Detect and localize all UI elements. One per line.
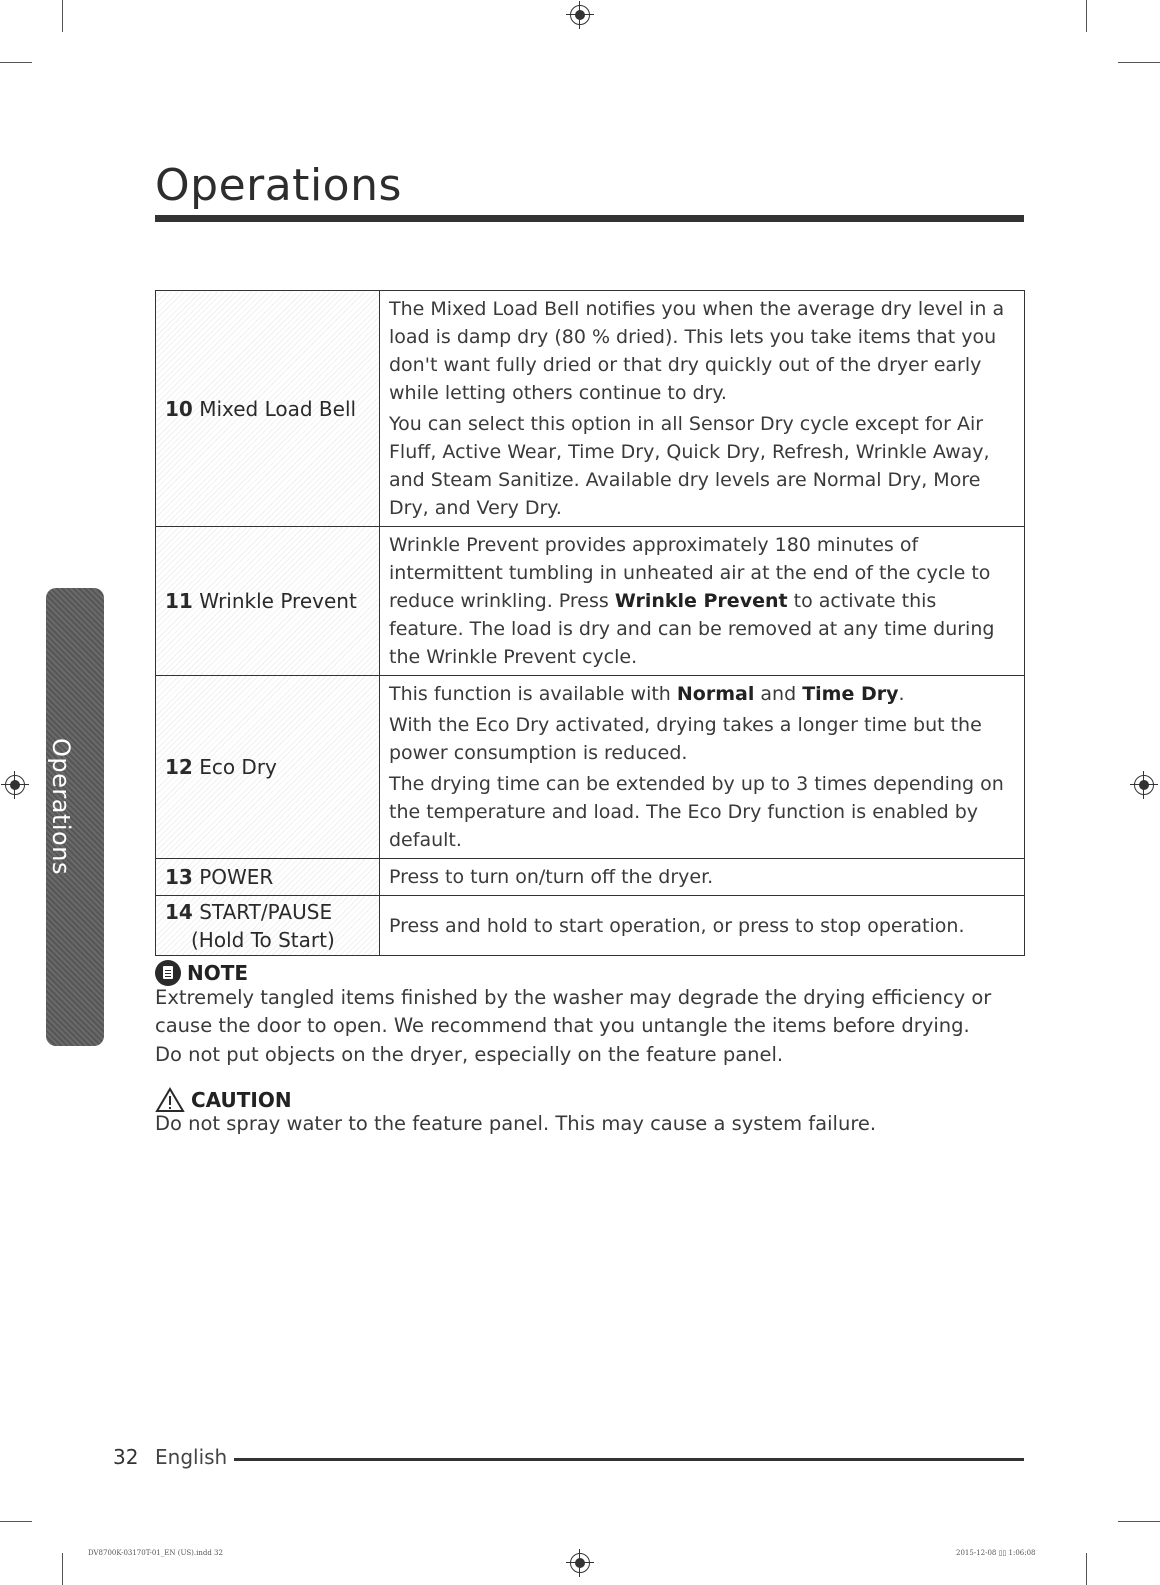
side-tab-label: Operations — [47, 738, 75, 875]
feature-name: Mixed Load Bell — [199, 396, 357, 421]
feature-description-cell — [380, 896, 1025, 956]
footer-language: English — [155, 1445, 228, 1469]
feature-description-cell — [380, 291, 1025, 527]
feature-description: The drying time can be extended by up to 3 times depending on the temperature and load. The Eco Dry function is enabled by default. — [389, 773, 1004, 851]
note-heading — [155, 960, 248, 986]
feature-name-cell — [156, 859, 380, 896]
crop-mark — [62, 1553, 63, 1585]
caution-text: Do not spray water to the feature panel. This may cause a system failure. — [155, 1112, 877, 1135]
crop-mark — [62, 0, 63, 32]
page-title: Operations — [155, 160, 402, 211]
feature-description: Press and hold to start operation, or press to stop operation. — [389, 914, 965, 937]
feature-number: 12 — [165, 755, 193, 779]
feature-description-cell — [380, 859, 1025, 896]
cycle-reference: Time Dry — [802, 683, 899, 705]
description-text: to activate this feature. The load is dry and can be removed at any time during the Wrinkle Prevent cycle. — [389, 590, 995, 668]
feature-description-cell — [380, 527, 1025, 676]
note-icon — [155, 960, 181, 986]
note-text: Extremely tangled items finished by the washer may degrade the drying efficiency or cause the door to open. We recommend that you untangle the items before drying. — [155, 986, 992, 1037]
feature-name: START/PAUSE — [199, 899, 333, 924]
feature-description-cell — [380, 676, 1025, 859]
crop-mark — [1086, 1553, 1087, 1585]
table-row — [156, 896, 1025, 956]
registration-mark-icon — [570, 5, 590, 25]
print-slug-date: 2015-12-08 ▯▯ 1:06:08 — [956, 1549, 1036, 1557]
crop-mark — [1086, 0, 1087, 32]
feature-description — [389, 680, 1014, 708]
description-text: Wrinkle Prevent provides approximately 180 minutes of intermittent tumbling in unheated air at the end of the cycle to reduce wrinkling. Press — [389, 534, 991, 612]
feature-name-cell — [156, 527, 380, 676]
feature-name-subtitle: (Hold To Start) — [191, 927, 335, 952]
feature-description: You can select this option in all Sensor Dry cycle except for Air Fluff, Active Wear, Time Dry, Quick Dry, Refresh, Wrinkle Away, and Steam Sanitize. Available dry levels are Normal Dry, More Dry, and Very Dry. — [389, 413, 990, 519]
note-text: Do not put objects on the dryer, especially on the feature panel. — [155, 1043, 784, 1066]
feature-number: 14 — [165, 899, 193, 924]
feature-name: POWER — [199, 865, 274, 889]
table-row — [156, 676, 1025, 859]
feature-description — [389, 531, 1014, 671]
registration-mark-icon — [570, 1553, 590, 1573]
feature-number: 11 — [165, 589, 193, 613]
feature-name: Eco Dry — [199, 755, 277, 779]
crop-mark — [1118, 62, 1160, 63]
page-number: 32 — [113, 1445, 139, 1469]
registration-mark-icon — [5, 775, 25, 795]
feature-description: The Mixed Load Bell notifies you when the average dry level in a load is damp dry (80 % dried). This lets you take items that you don't want fully dried or that dry quickly out of the dryer early while letting others continue to dry. — [389, 298, 1005, 404]
side-tab — [46, 588, 104, 1046]
feature-name: Wrinkle Prevent — [199, 589, 357, 613]
feature-number: 10 — [165, 396, 193, 421]
feature-name-cell — [156, 291, 380, 527]
table-row — [156, 527, 1025, 676]
note-label: NOTE — [187, 961, 249, 985]
registration-mark-icon — [1134, 775, 1154, 795]
description-text: . — [898, 683, 905, 705]
title-rule — [155, 215, 1024, 222]
feature-name-cell — [156, 896, 380, 956]
button-reference: Wrinkle Prevent — [614, 590, 788, 612]
table-row — [156, 859, 1025, 896]
description-text: and — [754, 683, 803, 705]
feature-description: With the Eco Dry activated, drying takes a longer time but the power consumption is reduced. — [389, 714, 982, 764]
crop-mark — [0, 1521, 32, 1522]
caution-label: CAUTION — [191, 1088, 292, 1112]
crop-mark — [1118, 1521, 1160, 1522]
feature-number: 13 — [165, 865, 193, 889]
table-row — [156, 291, 1025, 527]
footer-rule — [234, 1458, 1024, 1461]
feature-description: Press to turn on/turn off the dryer. — [389, 866, 714, 888]
feature-name-cell — [156, 676, 380, 859]
feature-table — [155, 290, 1025, 956]
print-slug-file: DV8700K-03170T-01_EN (US).indd 32 — [88, 1549, 223, 1557]
cycle-reference: Normal — [676, 683, 755, 705]
crop-mark — [0, 62, 32, 63]
description-text: This function is available with — [389, 683, 677, 705]
